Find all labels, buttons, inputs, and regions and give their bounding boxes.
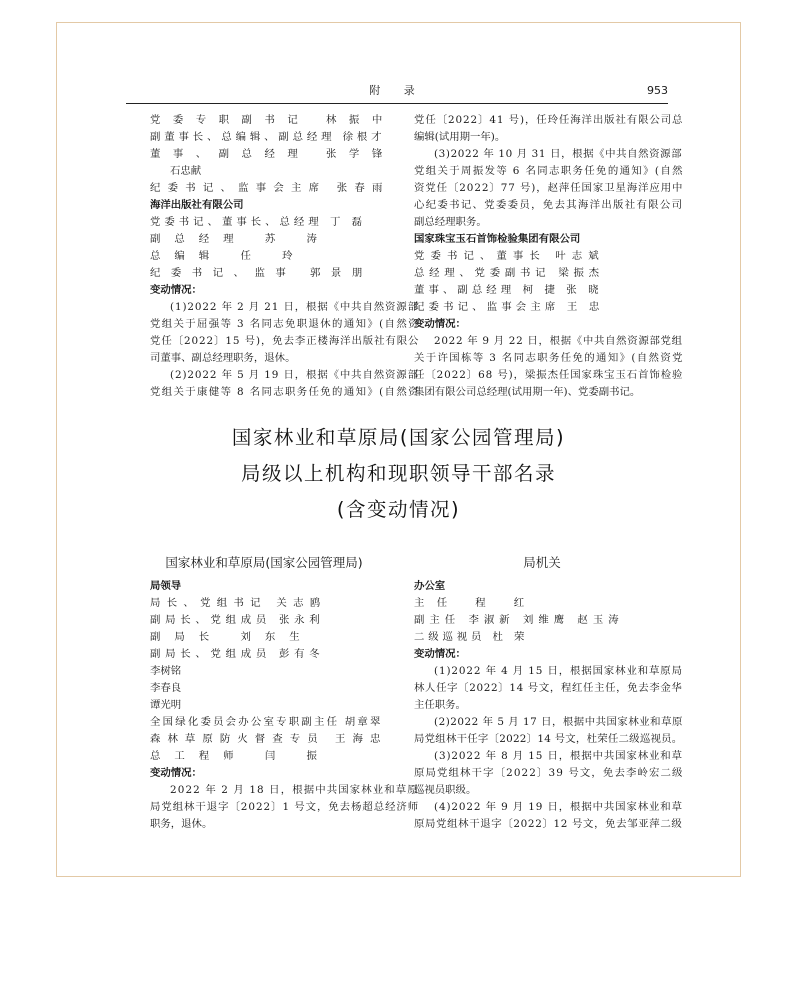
text-run: 局党组林干退字〔2022〕1 号文，免去杨超总经济师 xyxy=(150,801,420,813)
text-line xyxy=(414,214,682,231)
text-run: (4)2022 年 9 月 19 日，根据中共国家林业和草 xyxy=(434,801,683,813)
text-line xyxy=(414,697,682,714)
text-run: 局党组林干任字〔2022〕14 号文，杜荣任二级巡视员。 xyxy=(414,733,683,745)
text-run: 集团有限公司总经理(试用期一年)、党委副书记。 xyxy=(414,386,641,398)
text-run: 党委书记、董事长 叶志斌 xyxy=(414,250,605,262)
text-run: 党任〔2022〕41 号)，任玲任海洋出版社有限公司总 xyxy=(414,114,684,126)
text-run: 副局长、党组成员 彭有冬 xyxy=(150,648,325,660)
text-run: 变动情况： xyxy=(150,767,202,779)
subheading xyxy=(150,197,418,214)
page-number: 953 xyxy=(647,84,668,97)
text-line xyxy=(150,663,320,680)
text-line xyxy=(414,629,682,646)
text-line xyxy=(414,799,682,816)
text-run: 资党任〔2022〕77 号)，赵萍任国家卫星海洋应用中 xyxy=(414,182,684,194)
text-line xyxy=(414,748,682,765)
text-run: 李春良 xyxy=(150,682,182,694)
text-run: 党委专职副书记 林振中 xyxy=(150,114,395,126)
text-run: 谭光明 xyxy=(150,699,182,711)
text-line xyxy=(414,163,682,180)
column-right-bottom xyxy=(414,578,682,833)
text-line xyxy=(150,731,418,748)
text-run: 副局长、党组成员 张永利 xyxy=(150,614,325,626)
text-line xyxy=(150,146,418,163)
running-header xyxy=(126,83,668,104)
text-run: 局长、党组书记 关志鸥 xyxy=(150,597,327,609)
text-run: (2)2022 年 5 月 17 日，根据中共国家林业和草原 xyxy=(434,716,683,728)
text-run: 2022 年 2 月 18 日，根据中共国家林业和草原 xyxy=(170,784,419,796)
text-run: 副董事长、总编辑、副总经理 徐根才 xyxy=(150,131,386,143)
text-line xyxy=(414,146,682,163)
text-line xyxy=(150,816,418,833)
text-run: (1)2022 年 2 月 21 日，根据《中共自然资源部 xyxy=(170,301,419,313)
text-run: 局领导 xyxy=(150,580,182,592)
text-line xyxy=(150,299,418,316)
text-line xyxy=(150,799,418,816)
text-run: 海洋出版社有限公司 xyxy=(150,199,244,211)
text-line xyxy=(150,612,418,629)
text-line xyxy=(150,163,402,180)
text-run: 巡视员职级。 xyxy=(414,784,477,796)
text-run: (2)2022 年 5 月 19 日，根据《中共自然资源部 xyxy=(170,369,419,381)
text-run: (1)2022 年 4 月 15 日，根据国家林业和草原局 xyxy=(434,665,683,677)
text-run: 副主任 李淑新 刘维鹰 赵玉涛 xyxy=(414,614,624,626)
text-run: 石忠献 xyxy=(170,165,202,177)
text-line xyxy=(414,595,682,612)
running-head: 附 录 xyxy=(369,84,425,97)
text-line xyxy=(414,816,682,833)
text-line xyxy=(150,231,418,248)
text-line xyxy=(150,248,418,265)
text-line xyxy=(414,129,682,146)
subheading xyxy=(414,578,682,595)
text-line xyxy=(150,697,320,714)
text-line xyxy=(414,333,682,350)
text-run: 主任职务。 xyxy=(414,699,466,711)
column-left-top xyxy=(150,112,418,401)
text-line xyxy=(414,714,682,731)
text-run: 副总经理职务。 xyxy=(414,216,487,228)
text-line xyxy=(414,731,682,748)
text-run: 李树铭 xyxy=(150,665,182,677)
text-run: 纪委书记、监事 郭景朋 xyxy=(150,267,373,279)
text-run: 纪委书记、监事会主席 王 忠 xyxy=(414,301,604,313)
text-line xyxy=(150,265,418,282)
text-line xyxy=(150,680,320,697)
text-run: 副总经理 苏 涛 xyxy=(150,233,331,245)
section-heading-left: 国家林业和草原局(国家公园管理局) xyxy=(165,555,363,570)
text-run: 总经理、党委副书记 梁振杰 xyxy=(414,267,604,279)
text-run: 原局党组林干退字〔2022〕12 号文，免去邹亚萍二级 xyxy=(414,818,683,830)
text-line xyxy=(150,112,418,129)
text-line xyxy=(414,367,682,384)
text-line xyxy=(150,333,418,350)
text-line xyxy=(150,782,418,799)
text-line xyxy=(150,629,418,646)
column-left-bottom xyxy=(150,578,418,833)
text-line xyxy=(414,265,682,282)
column-right-top xyxy=(414,112,682,401)
text-line xyxy=(150,367,418,384)
subheading xyxy=(414,646,682,663)
text-line xyxy=(414,197,682,214)
text-run: 总工程师 闫 振 xyxy=(150,750,331,762)
text-run: 林人任字〔2022〕14 号文，程红任主任，免去李金华 xyxy=(414,682,683,694)
text-run: 变动情况： xyxy=(414,648,466,660)
text-line xyxy=(150,350,418,367)
text-run: 董事、副总经理 柯 捷 张 晓 xyxy=(414,284,603,296)
text-run: 国家珠宝玉石首饰检验集团有限公司 xyxy=(414,233,581,245)
text-line xyxy=(150,748,418,765)
subheading xyxy=(414,316,682,333)
text-run: 2022 年 9 月 22 日，根据《中共自然资源部党组 xyxy=(434,335,683,347)
text-line xyxy=(150,180,418,197)
text-run: (3)2022 年 10 月 31 日，根据《中共自然资源部 xyxy=(434,148,683,160)
title-line-1: 国家林业和草原局(国家公园管理局) xyxy=(231,426,566,449)
text-line xyxy=(414,282,682,299)
text-run: 变动情况： xyxy=(414,318,466,330)
text-run: 司董事、副总经理职务，退休。 xyxy=(150,352,296,364)
text-line xyxy=(150,384,418,401)
text-line xyxy=(414,180,682,197)
text-run: 党任〔2022〕15 号)，免去李正楼海洋出版社有限公 xyxy=(150,335,420,347)
text-run: 心纪委书记、党委委员，免去其海洋出版社有限公司 xyxy=(414,199,684,211)
text-run: 办公室 xyxy=(414,580,446,592)
text-run: 原局党组林干字〔2022〕39 号文，免去李岭宏二级 xyxy=(414,767,684,779)
section-heading-right: 局机关 xyxy=(523,555,561,570)
text-run: 副局长 刘东生 xyxy=(150,631,314,643)
text-run: 任〔2022〕68 号)，梁振杰任国家珠宝玉石首饰检验 xyxy=(414,369,684,381)
text-line xyxy=(414,782,682,799)
text-run: 总编辑 任 玲 xyxy=(150,250,307,262)
subheading xyxy=(150,578,418,595)
text-line xyxy=(414,112,682,129)
text-line xyxy=(150,214,418,231)
text-line xyxy=(414,765,682,782)
text-line xyxy=(414,299,682,316)
text-run: 党委书记、董事长、总经理 丁 磊 xyxy=(150,216,367,228)
text-run: 全国绿化委员会办公室专职副主任 胡章翠 xyxy=(150,716,383,728)
subheading xyxy=(414,231,682,248)
text-run: 党组关于周振发等 6 名同志职务任免的通知》(自然 xyxy=(414,165,684,177)
text-run: 党组关于康健等 8 名同志职务任免的通知》(自然资 xyxy=(150,386,420,398)
text-run: 纪委书记、监事会主席 张春雨 xyxy=(150,182,390,194)
text-line xyxy=(150,595,418,612)
text-run: 主任 程 红 xyxy=(414,597,537,609)
text-line xyxy=(414,384,682,401)
text-run: 变动情况： xyxy=(150,284,202,296)
text-run: 关于许国栋等 3 名同志职务任免的通知》(自然资党 xyxy=(414,352,684,364)
text-line xyxy=(414,612,682,629)
text-line xyxy=(414,248,682,265)
text-run: 编辑(试用期一年)。 xyxy=(414,131,506,143)
text-run: 董事、副总经理 张学锋 xyxy=(150,148,395,160)
text-line xyxy=(414,350,682,367)
text-line xyxy=(414,680,682,697)
title-line-2: 局级以上机构和现职领导干部名录 xyxy=(240,462,556,485)
subheading xyxy=(150,282,418,299)
text-run: 党组关于屈强等 3 名同志免职退休的通知》(自然资 xyxy=(150,318,420,330)
text-run: 森林草原防火督查专员 王海忠 xyxy=(150,733,388,745)
text-line xyxy=(150,646,418,663)
text-run: (3)2022 年 8 月 15 日，根据中共国家林业和草 xyxy=(434,750,683,762)
text-line xyxy=(150,316,418,333)
text-line xyxy=(150,129,418,146)
text-line xyxy=(150,714,418,731)
text-run: 职务，退休。 xyxy=(150,818,213,830)
text-line xyxy=(414,663,682,680)
text-run: 二级巡视员 杜 荣 xyxy=(414,631,529,643)
subheading xyxy=(150,765,418,782)
title-line-3: (含变动情况) xyxy=(336,498,461,521)
